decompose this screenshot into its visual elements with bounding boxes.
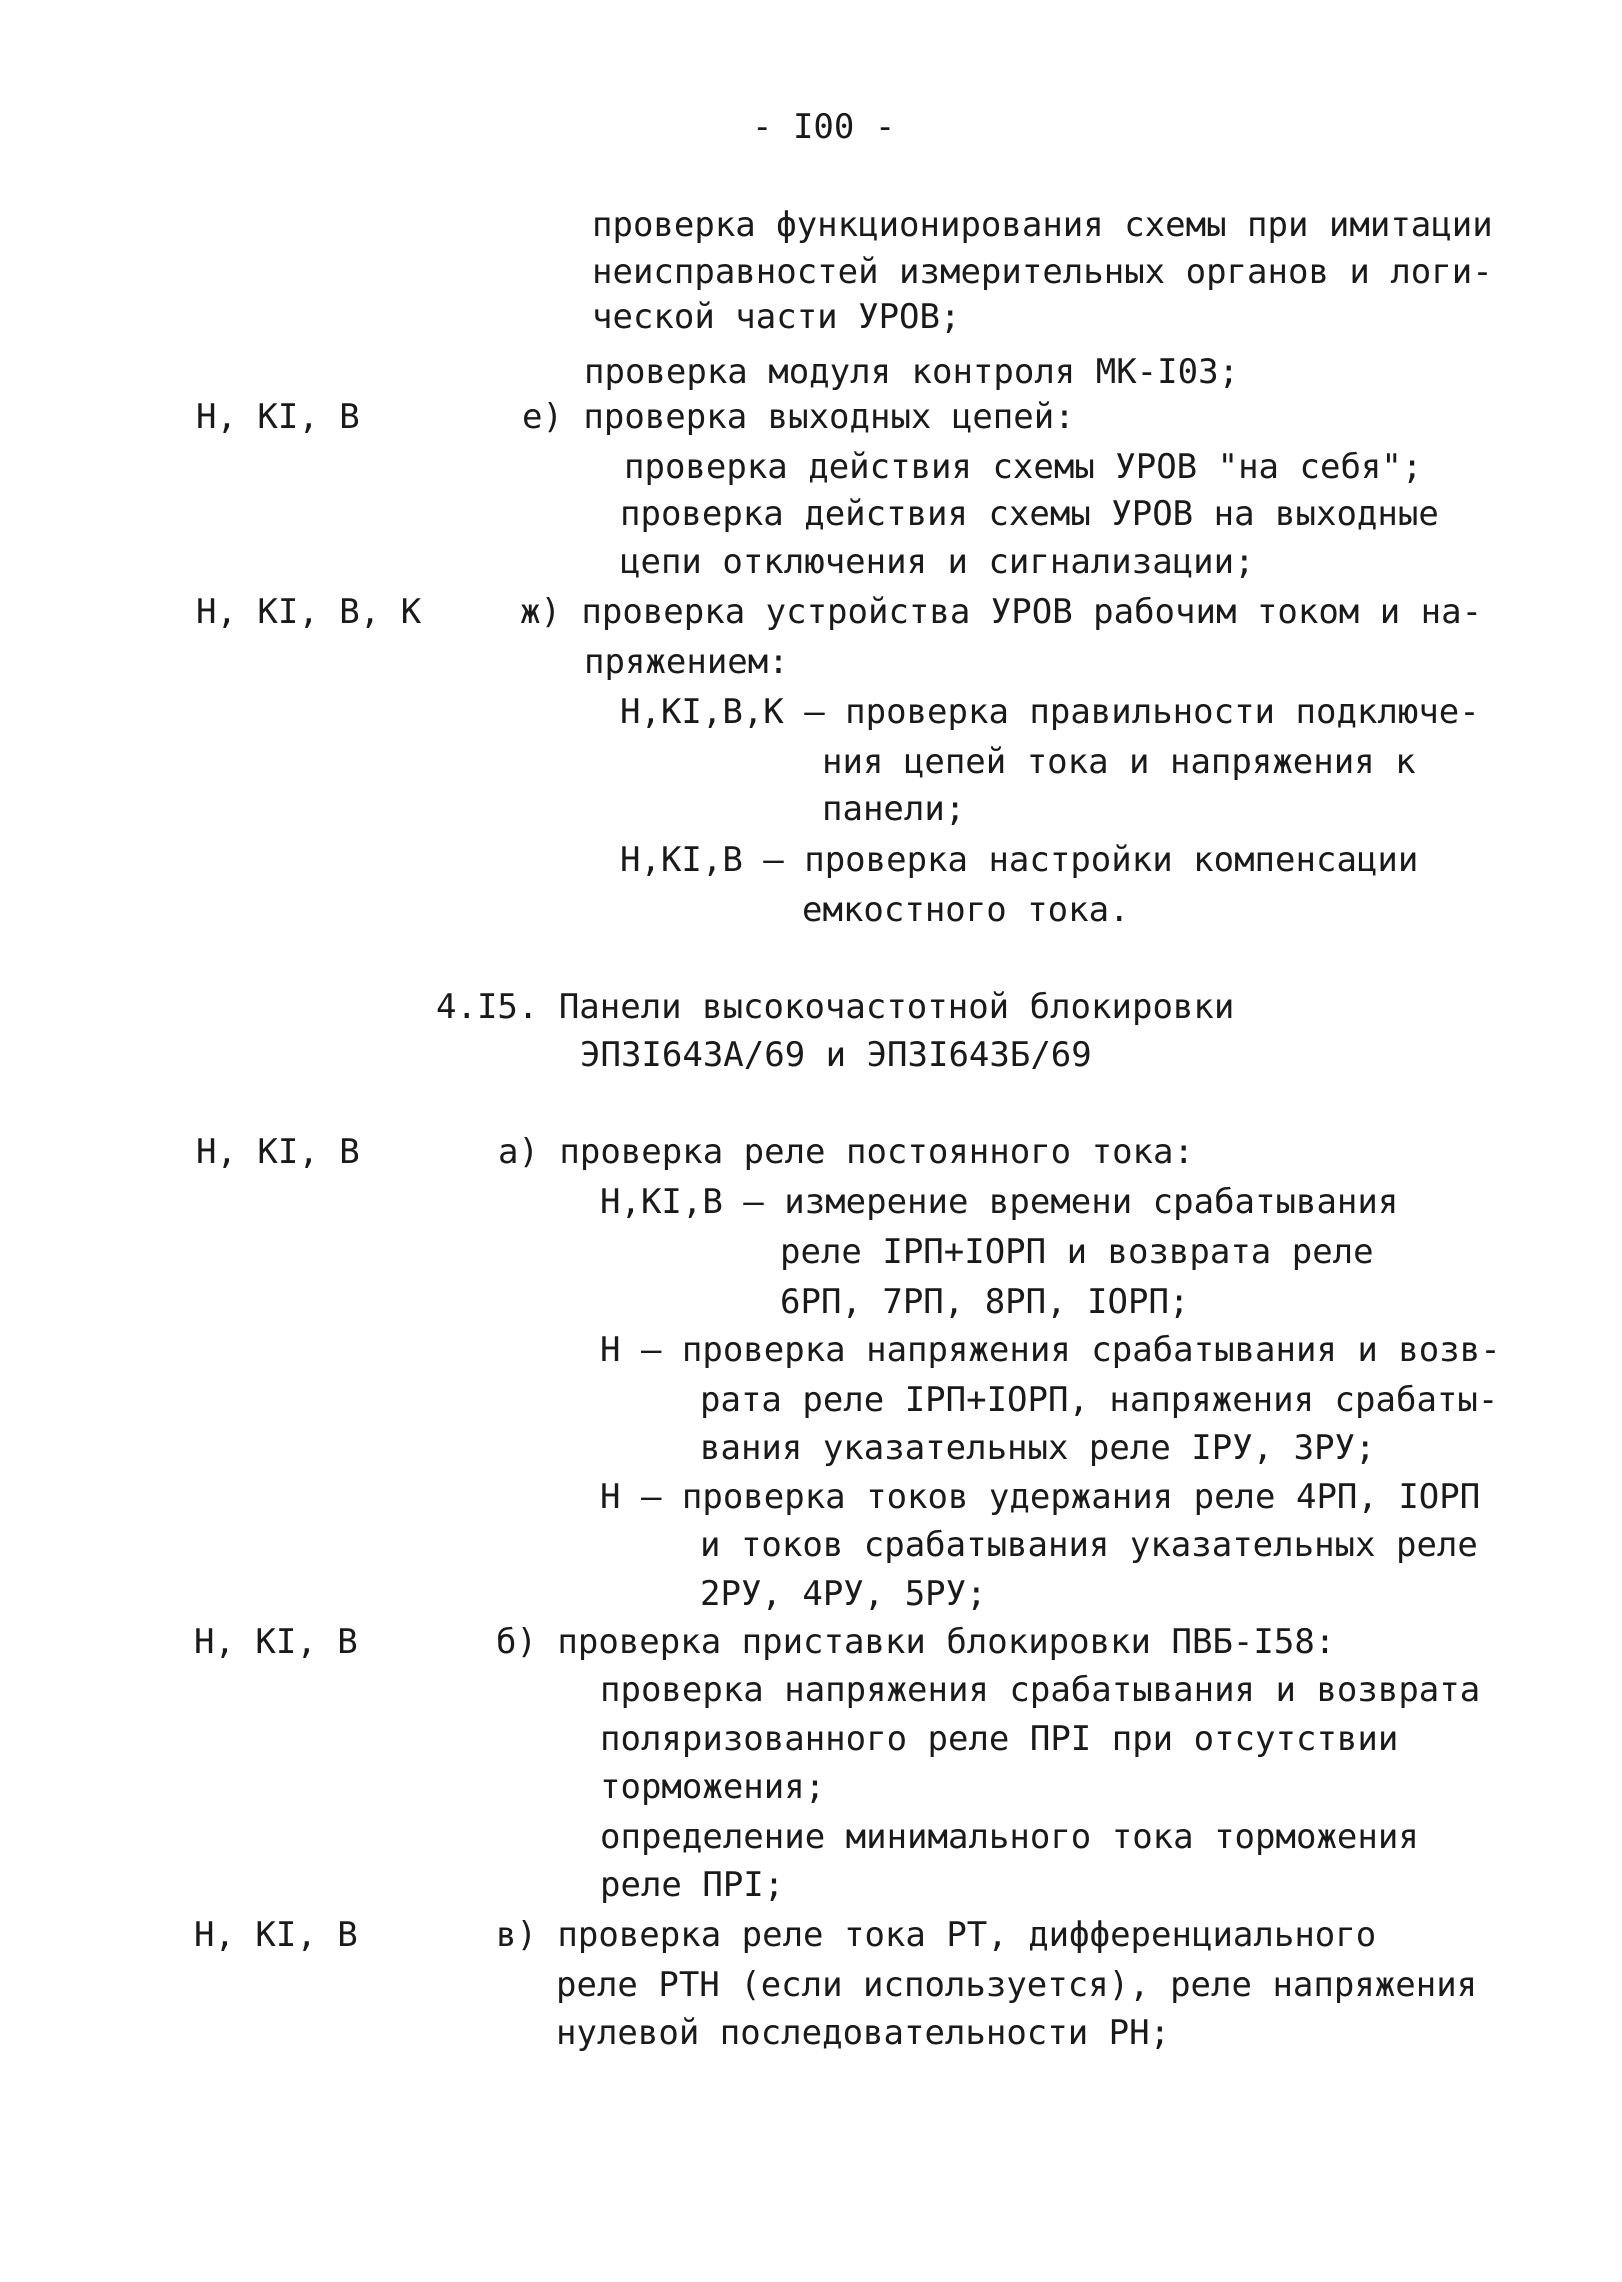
text-line: неисправностей измерительных органов и логи-	[592, 252, 1493, 292]
item-v: в) проверка реле тока РТ, дифференциального	[496, 1915, 1377, 1955]
text-line: Н – проверка токов удержания реле 4РП, IОРП	[600, 1477, 1481, 1517]
text-line: Н – проверка напряжения срабатывания и возв-	[600, 1330, 1501, 1370]
text-line: панели;	[822, 789, 966, 829]
item-b: б) проверка приставки блокировки ПВБ-I58:	[496, 1622, 1336, 1662]
text-line: проверка действия схемы УРОВ "на себя";	[624, 447, 1423, 487]
margin-mark: Н, КI, В	[194, 1915, 358, 1955]
text-line: пряжением:	[584, 642, 789, 682]
text-line: рата реле IРП+IОРП, напряжения срабаты-	[700, 1380, 1499, 1420]
text-line: проверка напряжения срабатывания и возврата	[600, 1670, 1481, 1710]
text-line: 2РУ, 4РУ, 5РУ;	[700, 1574, 987, 1614]
text-line: 6РП, 7РП, 8РП, IОРП;	[780, 1282, 1190, 1322]
page-number: - I00 -	[752, 107, 896, 147]
text-line: проверка функционирования схемы при имитации	[592, 205, 1493, 245]
text-line: поляризованного реле ПРI при отсутствии	[600, 1719, 1399, 1759]
margin-mark: Н, КI, В	[196, 1132, 360, 1172]
item-zh: ж) проверка устройства УРОВ рабочим током и на-	[520, 592, 1483, 632]
margin-mark: Н, КI, В	[196, 397, 360, 437]
text-line: Н,КI,В – проверка настройки компенсации	[620, 840, 1419, 880]
text-line: определение минимального тока торможения	[600, 1817, 1419, 1857]
text-line: реле IРП+IОРП и возврата реле	[780, 1232, 1374, 1272]
text-line: Н,КI,В,К – проверка правильности подключе-	[620, 692, 1480, 732]
text-line: реле ПРI;	[600, 1865, 785, 1905]
text-line: Н,КI,В – измерение времени срабатывания	[600, 1182, 1399, 1222]
margin-mark: Н, КI, В, К	[196, 592, 422, 632]
text-line: и токов срабатывания указательных реле	[700, 1525, 1478, 1565]
text-line: цепи отключения и сигнализации;	[620, 542, 1255, 582]
text-line: нулевой последовательности РН;	[556, 2013, 1171, 2053]
text-line: вания указательных реле IРУ, 3РУ;	[700, 1428, 1376, 1468]
item-e: е) проверка выходных цепей:	[522, 397, 1075, 437]
text-line: проверка модуля контроля МК-I03;	[584, 352, 1240, 392]
text-line: емкостного тока.	[802, 890, 1130, 930]
section-heading: 4.I5. Панели высокочастотной блокировки	[436, 987, 1235, 1027]
item-a: а) проверка реле постоянного тока:	[498, 1132, 1194, 1172]
margin-mark: Н, КI, В	[194, 1622, 358, 1662]
text-line: торможения;	[600, 1767, 826, 1807]
text-line: проверка действия схемы УРОВ на выходные	[620, 494, 1439, 534]
section-heading-cont: ЭП3I643А/69 и ЭП3I643Б/69	[580, 1035, 1092, 1075]
text-line: ния цепей тока и напряжения к	[822, 742, 1416, 782]
text-line: реле РТН (если используется), реле напряжения	[556, 1965, 1478, 2005]
text-line: ческой части УРОВ;	[592, 297, 961, 337]
